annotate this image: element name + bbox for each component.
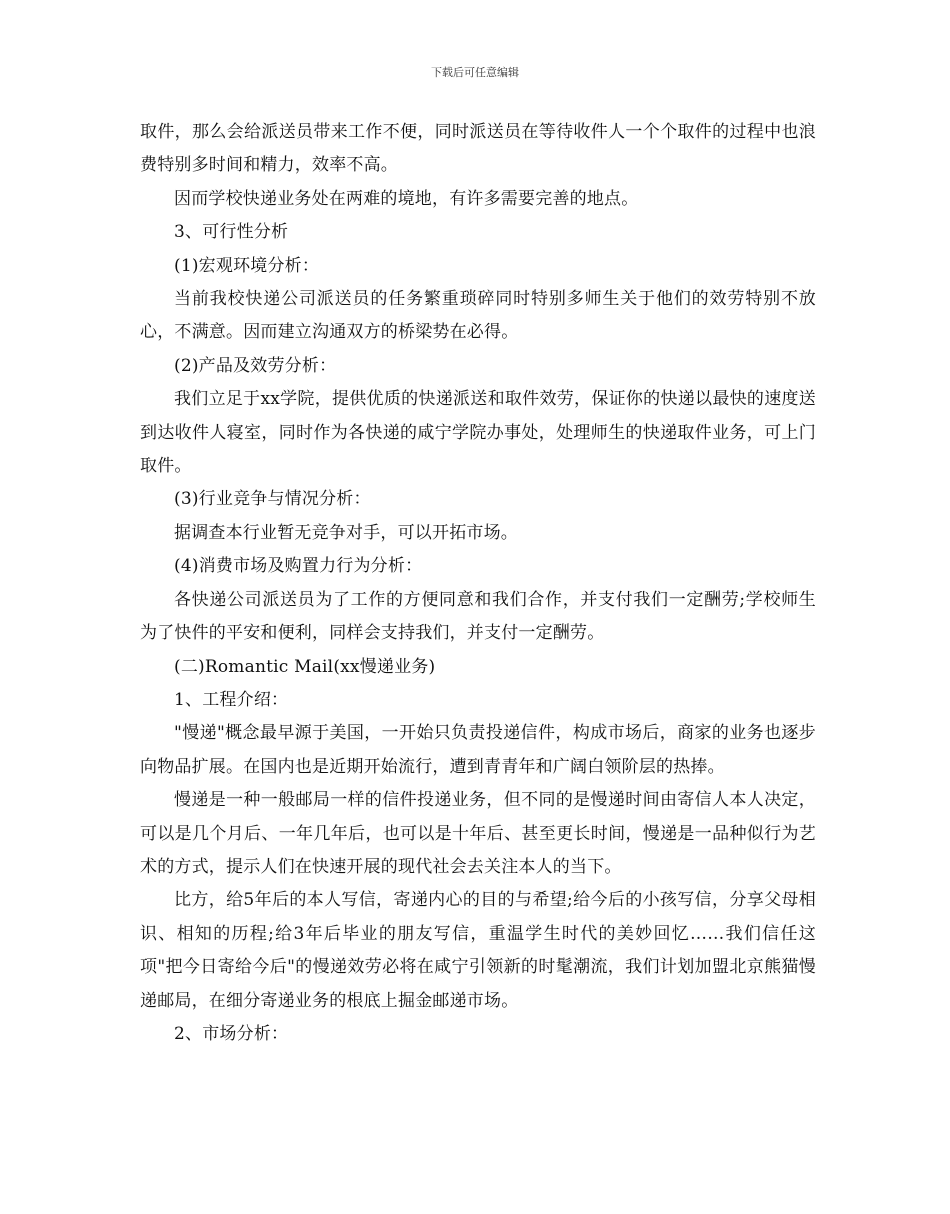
paragraph: 当前我校快递公司派送员的任务繁重琐碎同时特别多师生关于他们的效劳特别不放心，不满意。因而建立沟通双方的桥梁势在必得。 (140, 289, 816, 343)
subsection-heading: (4)消费市场及购置力行为分析： (174, 556, 423, 577)
subsection-heading: (1)宏观环境分析： (174, 255, 320, 276)
paragraph: 据调查本行业暂无竞争对手，可以开拓市场。 (174, 522, 518, 543)
paragraph: 各快递公司派送员为了工作的方便同意和我们合作，并支付我们一定酬劳;学校师生为了快件的平安和便利，同样会支持我们，并支付一定酬劳。 (140, 589, 816, 644)
paragraph: 我们立足于xx学院，提供优质的快递派送和取件效劳，保证你的快递以最快的速度送到达收件人寝室，同时作为各快递的咸宁学院办事处，处理师生的快递取件业务，可上门取件。 (140, 389, 816, 477)
page-header: 下载后可任意编辑 (431, 66, 519, 79)
paragraph: 取件，那么会给派送员带来工作不便，同时派送员在等待收件人一个个取件的过程中也浪费特别多时间和精力，效率不高。 (140, 122, 816, 176)
paragraph: 因而学校快递业务处在两难的境地，有许多需要完善的地点。 (174, 188, 639, 209)
paragraph: 慢递是一种一般邮局一样的信件投递业务，但不同的是慢递时间由寄信人本人决定，可以是几个月后、一年几年后，也可以是十年后、甚至更长时间，慢递是一品种似行为艺术的方式，提示人们在快速开展的现代社会去关注本人的当下。 (140, 790, 816, 877)
section-heading: 2、市场分析： (174, 1023, 289, 1044)
subsection-heading: 1、工程介绍： (174, 689, 289, 710)
paragraph: "慢递"概念最早源于美国，一开始只负责投递信件，构成市场后，商家的业务也逐步向物品扩展。在国内也是近期开始流行，遭到青青年和广阔白领阶层的热捧。 (140, 723, 816, 777)
section-heading: 3、可行性分析 (174, 222, 289, 243)
subsection-heading: (3)行业竞争与情况分析： (174, 489, 371, 510)
section-heading: (二)Romantic Mail(xx慢递业务) (174, 656, 436, 677)
paragraph: 比方，给5年后的本人写信，寄递内心的目的与希望;给今后的小孩写信，分享父母相识、相知的历程;给3年后毕业的朋友写信，重温学生时代的美妙回忆……我们信任这项"把今日寄给今后"的慢递效劳必将在咸宁引领新的时髦潮流，我们计划加盟北京熊猫慢递邮局，在细分寄递业务的根底上掘金邮递市场。 (140, 890, 816, 1011)
subsection-heading: (2)产品及效劳分析： (174, 355, 337, 376)
document-body (140, 116, 816, 1051)
